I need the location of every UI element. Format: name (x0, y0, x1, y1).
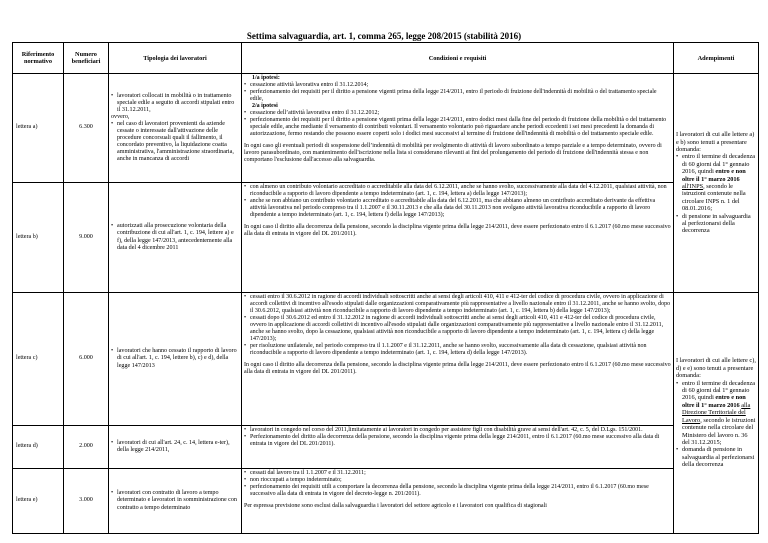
adempimenti-ab-cell (674, 74, 759, 293)
ref-cell: lettera e) (13, 469, 64, 534)
condition-item: • cessati entro il 30.6.2012 in ragione di accordi individuali sottoscritti anche ai sensi degli articoli 410, 411 e 412-ter del codice di procedura civile, ovvero in applicazione di accordi collettivi di incentivo all'esodo stipulati dalle organizzazioni comparativamente più rappresentative a livello nazionale entro il 31.12.2011, anche se hanno svolto, dopo il 30.6.2012, qualsiasi attività non riconducibile a rapporto di lavoro dipendente a tempo indeterminato (art. 1, c. 194, lettera b) della legge 147/2013); (250, 294, 671, 315)
adempimenti-item: • domanda di pensione in salvaguardia al perfezionarsi della decorrenza (682, 446, 756, 468)
authority-text: all'INPS (682, 183, 704, 190)
condition-item: • perfezionamento dei requisiti per il diritto a pensione vigenti prima della legge 214/2011, entro dodici mesi dalla fine del periodo di fruizione della mobilità o del trattamento speciale edile, anche mediante il versamento di contributi volontari. Il versamento volontario può riguardare anche periodi eccedenti i sei mesi precedenti la domanda di autorizzazione, fermo restando che possono essere coperti solo i dodici mesi successivi al termine di fruizione dell'indennità di mobilità o del trattamento speciale edile. (250, 117, 671, 138)
condition-item: • perfezionamento dei requisiti utili a comportare la decorrenza della pensione, secondo la disciplina vigente prima della legge 214/2011, entro il 6.1.2017 (60.mo mese successivo alla data di entrata in vigore del decreto-legge n. 201/2011). (250, 484, 671, 498)
condition-item: • cessati dal lavoro tra il 1.1.2007 e il 31.12.2011; (250, 470, 671, 477)
condition-note: Per espressa previsione sono esclusi dalla salvaguardia i lavoratori del settore agricolo e i lavoratori con qualifica di stagionali (244, 503, 547, 509)
condition-item: • non rioccupati a tempo indeterminato; (250, 477, 671, 484)
table-row-b (13, 183, 759, 293)
tipologia-item: • nel caso di lavoratori provenienti da aziende cessate o interessate dall'attivazione delle procedure concorsuali quali il fallimento, il concordato preventivo, la liquidazione coatta amministrativa, l'amministrazione straordinaria, anche in mancanza di accordi (117, 121, 239, 164)
table-row-c (13, 293, 759, 426)
salvaguardia-table (12, 42, 759, 534)
condition-note: In ogni caso il diritto alla decorrenza della pensione, secondo la disciplina vigente prima della legge 214/2011, deve essere perfezionato entro il 6.1.2017 (60.mo mese successivo alla data di entrata in vigore del DL 201/2011). (244, 224, 671, 237)
tipologia-item: • lavoratori di cui all'art. 24, c. 14, lettera e-ter), della legge 214/2011, (117, 440, 239, 454)
adempimenti-text: entro il termine di decadenza di 60 giorni dal 1° gennaio 2016, quindi (682, 379, 756, 402)
header-row (13, 43, 759, 74)
adempimenti-item (682, 380, 756, 447)
page-title: Settima salvaguardia, art. 1, comma 265, legge 208/2015 (stabilità 2016) (246, 31, 522, 41)
tipologia-item: • lavoratori che hanno cessato il rapporto di lavoro di cui all'art. 1, c. 194, lettere b), c) e d), della legge 147/2013 (117, 348, 239, 369)
header-condizioni: Condizioni e requisiti (242, 43, 674, 74)
tipologia-cell (109, 426, 242, 469)
condition-item: • anche se non abbiano un contributo volontario accreditato o accreditabile alla data del 6.12.2011, ma che abbiano almeno un contributo accreditato derivante da effettiva attività lavorativa nel periodo compreso tra il 1.1.2007 e il 30.11.2013 e che alla data del 30.11.2013 non svolgano attività lavorativa riconducibile a rapporto di lavoro dipendente a tempo indeterminato (art. 1, c. 194, lettera f) della legge 147/2013); (250, 198, 671, 219)
condition-item: • Perfezionamento del diritto alla decorrenza della pensione, secondo la disciplina vigente prima della legge 214/2011, entro il 6.1.2017 (60.mo mese successivo alla data di entrata in vigore del DL 201/2011). (250, 434, 671, 448)
adempimenti-intro: I lavoratori di cui alle lettere c), d) e e) sono tenuti a presentare domanda: (676, 357, 756, 380)
condizioni-cell (242, 183, 674, 293)
ref-cell: lettera a) (13, 74, 64, 183)
adempimenti-text: entro il termine di decadenza di 60 giorni dal 1° gennaio 2016, quindi (682, 153, 756, 176)
tipologia-cell (109, 293, 242, 426)
tipologia-item: • lavoratori collocati in mobilità o in trattamento speciale edile a seguito di accordi stipulati entro il 31.12.2011, (117, 93, 239, 114)
adempimenti-text: , secondo le istruzioni contenute nella circolare INPS n. 1 del 08.01.2016; (682, 183, 746, 213)
condizioni-cell (242, 469, 674, 534)
condizioni-cell (242, 293, 674, 426)
adempimenti-ce-cell (674, 293, 759, 534)
adempimenti-item (682, 153, 756, 212)
condizioni-cell (242, 74, 674, 183)
ref-cell: lettera d) (13, 426, 64, 469)
condition-item: • per risoluzione unilaterale, nel periodo compreso tra il 1.1.2007 e il 31.12.2011, anche se hanno svolto, successivamente alla data di cessazione, qualsiasi attività non riconducibile a rapporto di lavoro dipendente a tempo indeterminato (art. 1, c. 194, lettera d) della legge 147/2013). (250, 343, 671, 357)
condition-item: • cessazione dell’attività lavorativa entro il 31.12.2012; (250, 110, 671, 117)
authority-text: alla Direzione Territoriale del Lavoro (682, 401, 751, 424)
ipotesi-label: 1/a ipotesi: (252, 75, 280, 81)
header-tipologia: Tipologia dei lavoratori (109, 43, 242, 74)
deadline-text: entro e non oltre il 1° marzo 2016 (682, 394, 746, 409)
adempimenti-text: , secondo le istruzioni contenute nella circolare del Ministero del lavoro n. 36 del 31.12.2015; (682, 416, 756, 446)
beneficiari-cell: 2.000 (64, 426, 109, 469)
condition-item: • con almeno un contributo volontario accreditato o accreditabile alla data del 6.12.2011, anche se hanno svolto, successivamente alla data del 4.12.2011, qualsiasi attività, non riconducibile a rapporto di lavoro dipendente a tempo indeterminato (art. 1, c. 194, lettera a) della legge 147/2013); (250, 184, 671, 198)
ref-cell: lettera b) (13, 183, 64, 293)
ref-cell: lettera c) (13, 293, 64, 426)
header-riferimento: Riferimento normativo (13, 43, 64, 74)
header-adempimenti: Adempimenti (674, 43, 759, 74)
tipologia-cell (109, 469, 242, 534)
ipotesi-label: 2/a ipotesi (252, 103, 278, 109)
condition-note: In ogni caso gli eventuali periodi di sospensione dell’indennità di mobilità per svolgimento di attività di lavoro subordinato a tempo parziale e a tempo determinato, ovvero di lavoro parasubordinato, con mantenimento dell'iscrizione nella lista si considerano rilevanti ai fini del prolungamento del periodo di fruizione dell'indennità stessa e non comportano l'esclusione dall'accesso alla salvaguardia. (244, 143, 662, 163)
tipologia-item: • lavoratori con contratto di lavoro a tempo determinato e lavoratori in somministrazione con contratto a tempo determinato (117, 490, 239, 511)
adempimenti-intro: I lavoratori di cui alle lettere a) e b) sono tenuti a presentare domanda: (676, 131, 755, 153)
condition-item: • perfezionamento dei requisiti per il diritto a pensione vigenti prima della legge 214/2011, entro il periodo di fruizione dell'indennità di mobilità o del trattamento speciale edile, (250, 89, 671, 103)
beneficiari-cell: 9.000 (64, 183, 109, 293)
tipologia-cell (109, 74, 242, 183)
tipologia-item: • autorizzati alla prosecuzione volontaria della contribuzione di cui all'art. 1, c. 194, lettere a) e f), della legge 147/2013, antecedentemente alla data del 4 dicembre 2011 (117, 223, 239, 251)
table-row-e (13, 469, 759, 534)
beneficiari-cell: 6.000 (64, 293, 109, 426)
table-row-a (13, 74, 759, 183)
beneficiari-cell: 3.000 (64, 469, 109, 534)
tipologia-ovvero: ovvero, (111, 113, 130, 120)
beneficiari-cell: 6.300 (64, 74, 109, 183)
tipologia-cell (109, 183, 242, 293)
table-row-d (13, 426, 759, 469)
header-numero: Numero beneficiari (64, 43, 109, 74)
condition-note: In ogni caso il diritto alla decorrenza della pensione, secondo la disciplina vigente prima della legge 214/2011, deve essere perfezionato entro il 6.1.2017 (60.mo mese successivo alla data di entrata in vigore del DL 201/2011). (244, 362, 671, 375)
adempimenti-item: • di pensione in salvaguardia al perfezionarsi della decorrenza (682, 213, 756, 235)
condition-item: • cessati dopo il 30.6.2012 ed entro il 31.12.2012 in ragione di accordi individuali sottoscritti anche ai sensi degli articoli 410, 411 e 412-ter del codice di procedura civile, ovvero in applicazione di accordi collettivi di incentivo all'esodo stipulati dalle organizzazioni comparativamente più rappresentative a livello nazionale entro il 31.12.2011, anche se hanno svolto, dopo la cessazione, qualsiasi attività non riconducibile a rapporto di lavoro dipendente a tempo indeterminato (art. 1, c. 194, lettera c) della legge 147/2013); (250, 315, 671, 343)
deadline-text: entro e non oltre il 1° marzo 2016 (682, 168, 746, 183)
condition-item: • cessazione attività lavorativa entro il 31.12.2014; (250, 82, 671, 89)
condition-item: • lavoratori in congedo nel corso del 2011,limitatamente ai lavoratori in congedo per assistere figli con disabilità grave ai sensi dell'art. 42, c. 5, del D.Lgs. 151/2001. (250, 427, 671, 434)
condizioni-cell (242, 426, 674, 469)
